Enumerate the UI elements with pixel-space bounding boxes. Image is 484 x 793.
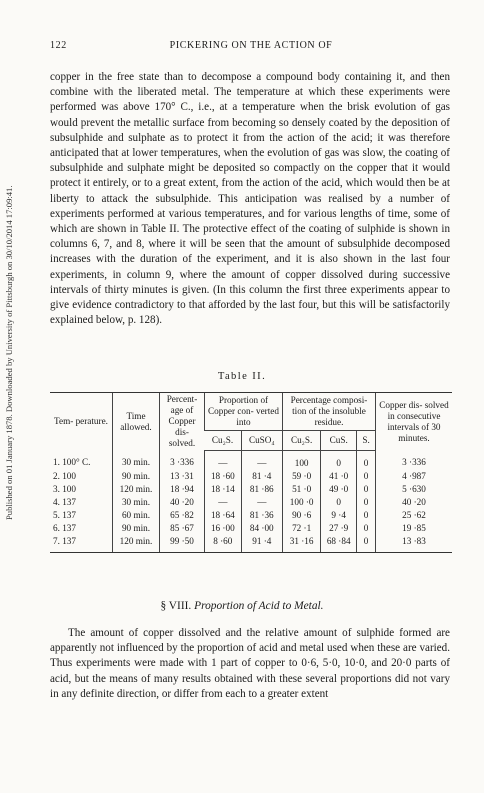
table-cell-r_cus: 0 <box>321 450 357 470</box>
table-cell-r_s: 0 <box>357 522 376 535</box>
table-cell-time: 60 min. <box>113 509 160 522</box>
download-watermark: Published on 01 January 1878. Downloaded by University of Pittsburgh on 30/10/2014 17:09:41. <box>4 185 14 520</box>
table-row <box>50 496 452 509</box>
table-cell-r_cu2s: 59 ·0 <box>282 470 320 483</box>
table-cell-interval: 25 ·62 <box>376 509 453 522</box>
table-cell-cu2s: 18 ·14 <box>205 483 242 496</box>
table-cell-r_cus: 0 <box>321 496 357 509</box>
table-cell-temp: 4. 137 <box>53 496 76 507</box>
table-cell-cuso4: 81 ·86 <box>241 483 282 496</box>
table-cell-time: 90 min. <box>113 470 160 483</box>
page-number: 122 <box>50 40 67 51</box>
table-cell-interval: 4 ·987 <box>376 470 453 483</box>
table-cell-interval: 5 ·630 <box>376 483 453 496</box>
col-temperature: Tem- perature. <box>50 393 113 451</box>
table-cell-cu2s: — <box>205 450 242 470</box>
table-cell-cuso4: 81 ·4 <box>241 470 282 483</box>
table-cell-r_cus: 68 ·84 <box>321 535 357 553</box>
table-cell-cuso4: 84 ·00 <box>241 522 282 535</box>
table-cell-temp: 2. 100 <box>53 470 76 481</box>
section-title: Proportion of Acid to Metal. <box>194 600 324 612</box>
table-cell-temp: 1. 100° C. <box>53 457 91 468</box>
table-cell-temp: 5. 137 <box>53 509 76 520</box>
table-cell-cuso4: 81 ·36 <box>241 509 282 522</box>
col-interval: Copper dis- solved in consecutive intervals of 30 minutes. <box>376 393 453 451</box>
table-cell-r_s: 0 <box>357 470 376 483</box>
table-cell-cu2s: — <box>205 496 242 509</box>
table-cell-r_s: 0 <box>357 496 376 509</box>
table-cell-time: 120 min. <box>113 535 160 553</box>
table-cell-r_s: 0 <box>357 483 376 496</box>
table-row <box>50 535 452 553</box>
table-cell-cu2s: 18 ·60 <box>205 470 242 483</box>
table-cell-interval: 40 ·20 <box>376 496 453 509</box>
table-cell-pct: 85 ·67 <box>160 522 205 535</box>
table-cell-cuso4: — <box>241 496 282 509</box>
table-row <box>50 483 452 496</box>
table-cell-r_cu2s: 72 ·1 <box>282 522 320 535</box>
table-row <box>50 522 452 535</box>
sub-cuso4: CuSO₄ <box>241 431 282 450</box>
table-cell-cu2s: 18 ·64 <box>205 509 242 522</box>
table-row <box>50 450 452 470</box>
table-cell-time: 90 min. <box>113 522 160 535</box>
table-cell-pct: 99 ·50 <box>160 535 205 553</box>
table-cell-r_cus: 27 ·9 <box>321 522 357 535</box>
body-paragraph-1: copper in the free state than to decompose a compound body containing it, and then combine with the liberated metal. The temperature at which these experiments were performed was above 170° C., i.e., at a temperature when the brisk evolution of gas would prevent the metallic surface from becoming so densely coated by the deposition of subsulphide and sulphate as to protect it from the action of the acid; it was therefore anticipated that at lower temperatures, when the evolution of gas was slow, the coating of subsulphide and sulphate might be deposited so compactly on the copper that it would protect it entirely, or to a great extent, from the action of the acid, which would then be at liberty to attack the subsulphide. This anticipation was realised by a number of experiments performed at various temperatures, and for various lengths of time, some of which are shown in Table II. The protective effect of the coating of sulphide is shown in columns 6, 7, and 8, where it will be seen that the amount of subsulphide decomposed increases with the duration of the experiment, and it is also shown in the last four experiments, in column 9, where the amount of copper dissolved during successive intervals of thirty minutes is given. (In this column the first three experiments appear to give evidence contradictory to that afforded by the last four, but this will be satisfactorily explained below, p. 128). <box>50 71 450 327</box>
table-cell-r_cu2s: 51 ·0 <box>282 483 320 496</box>
table-cell-pct: 13 ·31 <box>160 470 205 483</box>
table-caption: Table II. <box>217 371 267 382</box>
sub-cu2s: Cu₂S. <box>205 431 242 450</box>
table-cell-r_cu2s: 100 ·0 <box>282 496 320 509</box>
page-header <box>50 40 452 54</box>
table-cell-pct: 65 ·82 <box>160 509 205 522</box>
table-cell-r_cu2s: 100 <box>282 450 320 470</box>
table-cell-r_cus: 49 ·0 <box>321 483 357 496</box>
table-cell-time: 30 min. <box>113 450 160 470</box>
table-cell-r_s: 0 <box>357 535 376 553</box>
body-paragraph-2: The amount of copper dissolved and the relative amount of sulphide formed are apparently not influenced by the proportion of acid and metal used when these are varied. Thus experiments were made with 1 part of copper to 0·6, 5·0, 10·0, and 20·0 parts of acid, but the means of many results obtained with these several proportions did not vary in any definite direction, or differ from each to a greater extent <box>50 627 450 700</box>
table-cell-temp: 7. 137 <box>50 535 113 553</box>
table-cell-r_s: 0 <box>357 450 376 470</box>
table-cell-temp: 6. 137 <box>53 522 76 533</box>
sub-residue-cu2s: Cu₂S. <box>282 431 320 450</box>
section-heading <box>0 600 484 612</box>
table-row <box>50 509 452 522</box>
table-cell-cu2s: 16 ·00 <box>205 522 242 535</box>
sub-residue-s: S. <box>357 431 376 450</box>
table-cell-r_s: 0 <box>357 509 376 522</box>
table-cell-pct: 3 ·336 <box>160 450 205 470</box>
col-time: Time allowed. <box>113 393 160 451</box>
table-cell-time: 120 min. <box>113 483 160 496</box>
table-cell-cuso4: — <box>241 450 282 470</box>
table-row <box>50 470 452 483</box>
col-percentage: Percent- age of Copper dis- solved. <box>160 393 205 451</box>
col-composition: Percentage composi- tion of the insoluble residue. <box>282 393 375 431</box>
table-cell-cuso4: 91 ·4 <box>241 535 282 553</box>
table-cell-cu2s: 8 ·60 <box>205 535 242 553</box>
table-cell-r_cu2s: 90 ·6 <box>282 509 320 522</box>
table-cell-r_cus: 9 ·4 <box>321 509 357 522</box>
table-cell-temp: 3. 100 <box>53 483 76 494</box>
running-head: PICKERING ON THE ACTION OF <box>169 40 333 51</box>
table-cell-interval: 13 ·83 <box>376 535 453 553</box>
sub-residue-cus: CuS. <box>321 431 357 450</box>
table-cell-time: 30 min. <box>113 496 160 509</box>
table-cell-r_cu2s: 31 ·16 <box>282 535 320 553</box>
table-cell-interval: 19 ·85 <box>376 522 453 535</box>
table-cell-interval: 3 ·336 <box>376 450 453 470</box>
table-cell-r_cus: 41 ·0 <box>321 470 357 483</box>
data-table <box>50 392 452 553</box>
col-proportion: Proportion of Copper con- verted into <box>205 393 283 431</box>
section-number: § VIII. <box>160 600 192 612</box>
table-cell-pct: 40 ·20 <box>160 496 205 509</box>
table-cell-pct: 18 ·94 <box>160 483 205 496</box>
